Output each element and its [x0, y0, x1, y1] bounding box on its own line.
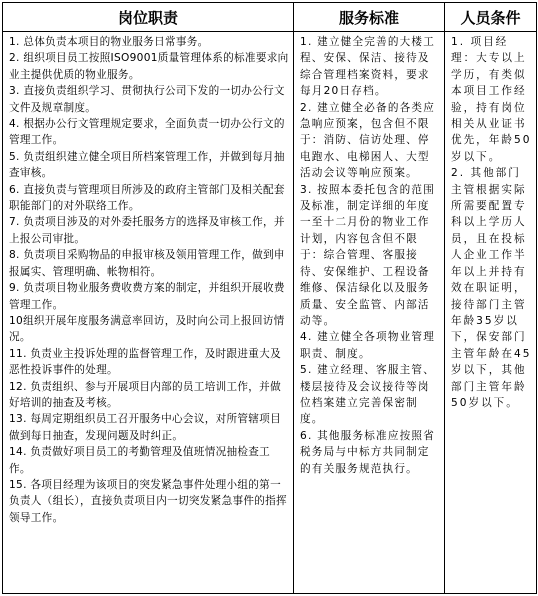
- duty-item: 13. 每周定期组织员工召开服务中心会议，对所管辖项目做到每日抽查，发现问题及时纠正。: [9, 413, 281, 442]
- duty-item: 1. 总体负责本项目的物业服务日常事务。: [9, 36, 209, 48]
- standard-item: 4. 建立健全各项物业管理职责、制度。: [300, 331, 436, 360]
- duties-cell: [3, 32, 294, 594]
- header-duties: 岗位职责: [3, 3, 294, 32]
- requirement-item: 2. 其他部门主管根据实际所需要配置专科以上学历人员，且在投标人企业工作半年以上并持有效在职证明，接待部门主管年龄35岁以下，保安部门主管年龄在45岁以下，其他部门主管年龄50岁以下。: [451, 167, 532, 409]
- header-standards: 服务标准: [294, 3, 445, 32]
- duty-item: 12. 负责组织、参与开展项目内部的员工培训工作，并做好培训的抽查及考核。: [9, 380, 281, 409]
- duty-item: 5. 负责组织建立健全项目所档案管理工作，并做到每月抽查审核。: [9, 150, 285, 180]
- requirement-item: 1. 项目经理：大专以上学历，有类似本项目工作经验，持有岗位相关从业证书优先，年龄50岁以下。: [451, 36, 532, 163]
- standard-item: 6. 其他服务标准应按照省税务局与中标方共同制定的有关服务规范执行。: [300, 429, 436, 475]
- content-row: [3, 32, 537, 594]
- duty-item: 4. 根据办公行文管理规定要求，全面负责一切办公行文的管理工作。: [9, 118, 285, 147]
- duty-item: 3. 直接负责组织学习、贯彻执行公司下发的一切办公行文文件及规章制度。: [9, 85, 285, 114]
- standard-item: 3. 按照本委托包含的范围及标准，制定详细的年度一至十二月份的物业工作计划，内容包含但不限于：综合管理、客服接待、安保维护、工程设备维修、保洁绿化以及服务质量、安全监管、内部活动等。: [300, 183, 436, 327]
- duty-item: 15. 各项目经理为该项目的突发紧急事件处理小组的第一负责人（组长），直接负责项目内一切突发紧急事件的指挥领导工作。: [9, 478, 287, 524]
- standards-cell: [294, 32, 445, 594]
- standard-item: 5. 建立经理、客服主管、楼层接待及会议接待等岗位档案建立完善保密制度。: [300, 364, 436, 426]
- duty-item: 10组织开展年度服务满意率回访，及时向公司上报回访情况。: [9, 314, 285, 344]
- header-requirements: 人员条件: [445, 3, 537, 32]
- requirements-cell: [445, 32, 537, 594]
- duty-item: 6. 直接负责与管理项目所涉及的政府主管部门及相关配套职能部门的对外联络工作。: [9, 183, 285, 213]
- duty-item: 7. 负责项目涉及的对外委托服务方的选择及审核工作，并上报公司审批。: [9, 216, 285, 245]
- duty-table: [2, 2, 537, 594]
- duty-item: 8. 负责项目采购物品的申报审核及领用管理工作，做到申报属实、管理明确、帐物相符。: [9, 249, 285, 278]
- standard-item: 1. 建立健全完善的大楼工程、安保、保洁、接待及综合管理档案资料，要求每月20日存档。: [300, 36, 436, 98]
- duty-item: 2. 组织项目员工按照ISO9001质量管理体系的标准要求向业主提供优质的物业服务。: [9, 52, 289, 81]
- duty-item: 11. 负责业主投诉处理的监督管理工作，及时跟进重大及恶性投诉事件的处理。: [9, 347, 281, 377]
- duty-item: 9. 负责项目物业服务费收费方案的制定，并组织开展收费管理工作。: [9, 282, 285, 311]
- duty-item: 14. 负责做好项目员工的考勤管理及值班情况抽检查工作。: [9, 446, 271, 475]
- header-row: [3, 3, 537, 32]
- standard-item: 2. 建立健全必备的各类应急响应预案，包含但不限于：消防、信访处理、停电跑水、电梯困人、大型活动会议等响应预案。: [300, 101, 436, 180]
